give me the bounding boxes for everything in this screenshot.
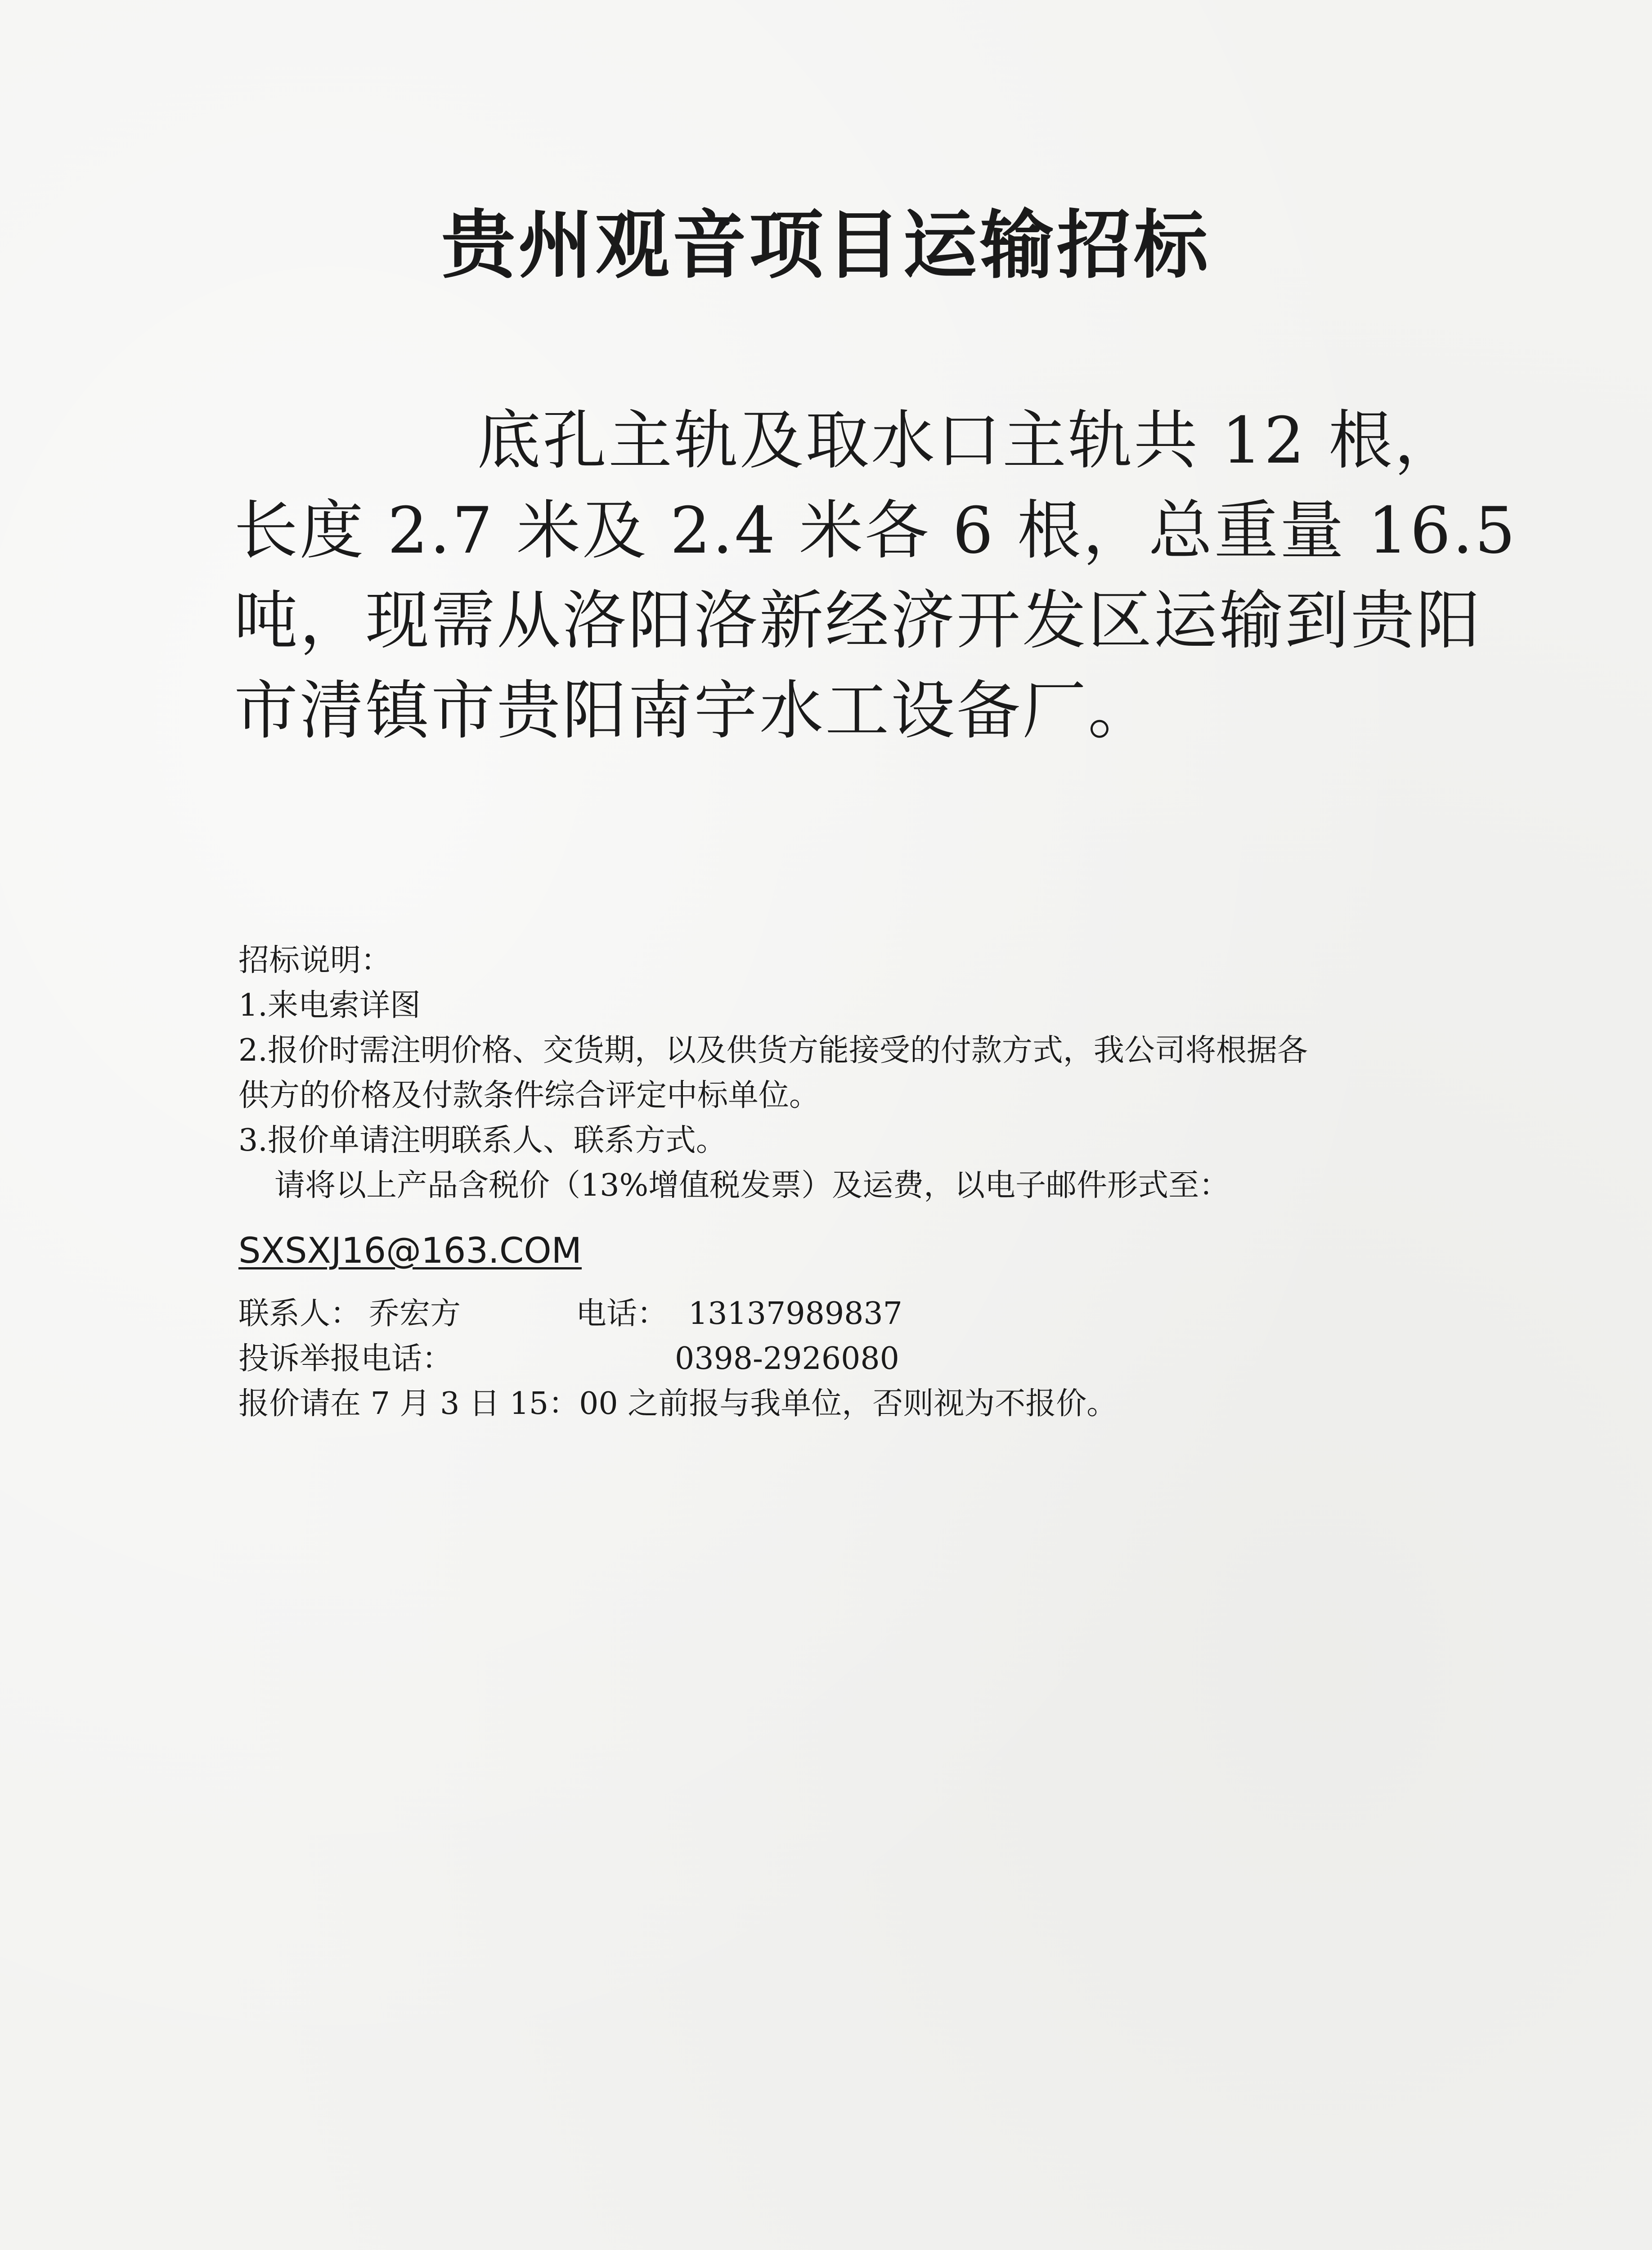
contact-person-name: 乔宏方: [369, 1296, 461, 1332]
body-line: 长度 2.7 米及 2.4 米各 6 根，总重量 16.5: [234, 494, 1517, 568]
phone-label: 电话：: [576, 1296, 668, 1332]
contact-person-label: 联系人：: [238, 1296, 361, 1332]
email-link[interactable]: SXSXJ16@163.COM: [238, 1231, 582, 1271]
complaint-phone: 0398-2926080: [675, 1341, 899, 1377]
tender-description: [234, 396, 1517, 756]
note-item-2: 2.报价时需注明价格、交货期，以及供货方能接受的付款方式，我公司将根据各: [238, 1033, 1308, 1068]
contact-row-person: [238, 1292, 1453, 1336]
tender-notes: [238, 938, 1453, 1208]
body-line: 市清镇市贵阳南宇水工设备厂。: [234, 674, 1154, 748]
note-item-3: 3.报价单请注明联系人、联系方式。: [238, 1123, 727, 1158]
note-item-1: 1.来电索详图: [238, 988, 421, 1023]
document-title: 贵州观音项目运输招标: [441, 202, 1211, 288]
body-line: 吨，现需从洛阳洛新经济开发区运输到贵阳: [234, 584, 1482, 658]
body-line: 底孔主轨及取水口主轨共 12 根，: [477, 404, 1460, 478]
complaint-label: 投诉举报电话：: [238, 1341, 453, 1377]
deadline-notice: 报价请在 7 月 3 日 15：00 之前报与我单位，否则视为不报价。: [238, 1386, 1118, 1422]
phone-number: 13137989837: [688, 1296, 902, 1332]
submission-instruction: 请将以上产品含税价（13%增值税发票）及运费，以电子邮件形式至：: [274, 1168, 1230, 1203]
contact-row-complaint: [238, 1336, 1453, 1382]
note-item-2-continued: 供方的价格及付款条件综合评定中标单位。: [238, 1078, 820, 1113]
notes-heading: 招标说明：: [238, 943, 392, 978]
contact-info: [238, 1292, 1453, 1426]
